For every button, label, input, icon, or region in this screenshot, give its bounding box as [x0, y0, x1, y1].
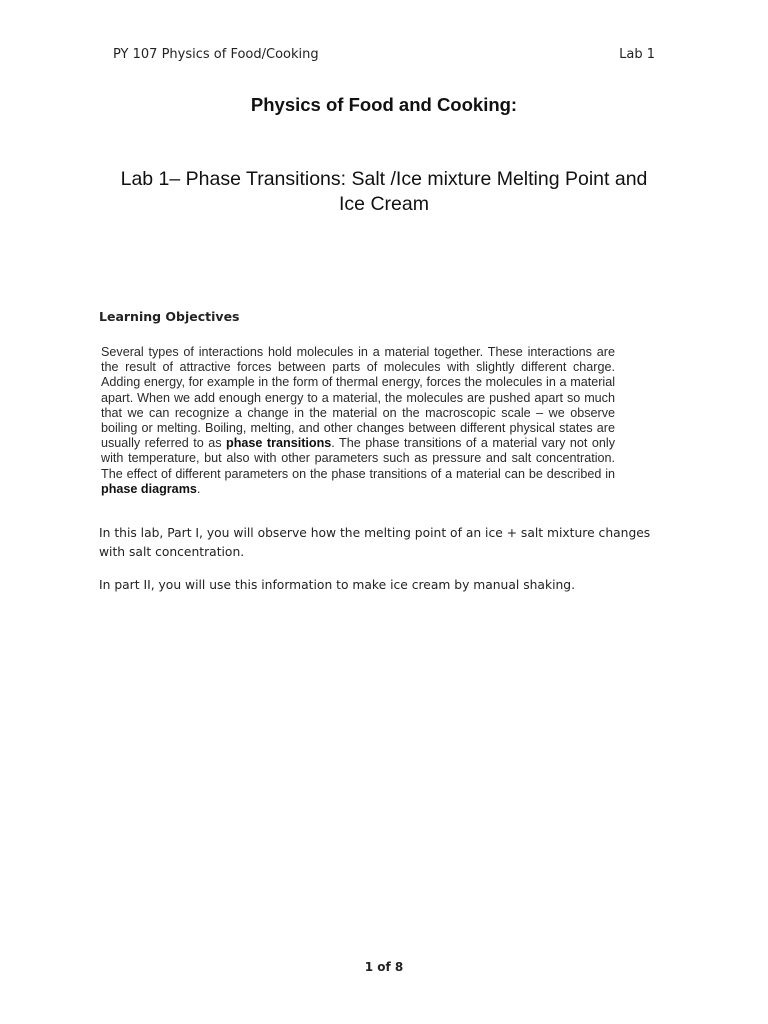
header-course: PY 107 Physics of Food/Cooking	[113, 47, 319, 62]
paragraph-part-1: In this lab, Part I, you will observe how the melting point of an ice + salt mixture changes with salt concentration.	[99, 526, 651, 559]
objectives-text-part-3: .	[196, 481, 201, 496]
term-phase-transitions: phase transitions	[226, 436, 332, 451]
term-phase-diagrams: phase diagrams	[101, 481, 197, 496]
header-lab: Lab 1	[619, 47, 655, 62]
lab-title: Lab 1– Phase Transitions: Salt /Ice mixture Melting Point and Ice Cream	[120, 168, 648, 215]
objectives-text-part-1: Several types of interactions hold molecules in a material together. These interactions are the result of attractive forces between parts of molecules with slightly different charge. Adding energy, for example in the form of thermal energy, forces the molecules in a material apart. When we add enough energy to a material, the molecules are pushed apart so much that we can recognize a change in the material on the macroscopic scale – we observe boiling or melting. Boiling, melting, and other changes between different physical states are usually referred to as	[101, 345, 615, 451]
learning-objectives-heading: Learning Objectives	[99, 309, 240, 324]
page-number: 1 of 8	[364, 960, 404, 974]
learning-objectives-text	[101, 345, 615, 497]
paragraph-part-2: In part II, you will use this information to make ice cream by manual shaking.	[99, 578, 575, 592]
objectives-text-part-2: . The phase transitions of a material vary not only with temperature, but also with other parameters such as pressure and salt concentration. The effect of different parameters on the phase transitions of a material can be described in	[101, 436, 615, 481]
page-title: Physics of Food and Cooking:	[250, 94, 518, 115]
